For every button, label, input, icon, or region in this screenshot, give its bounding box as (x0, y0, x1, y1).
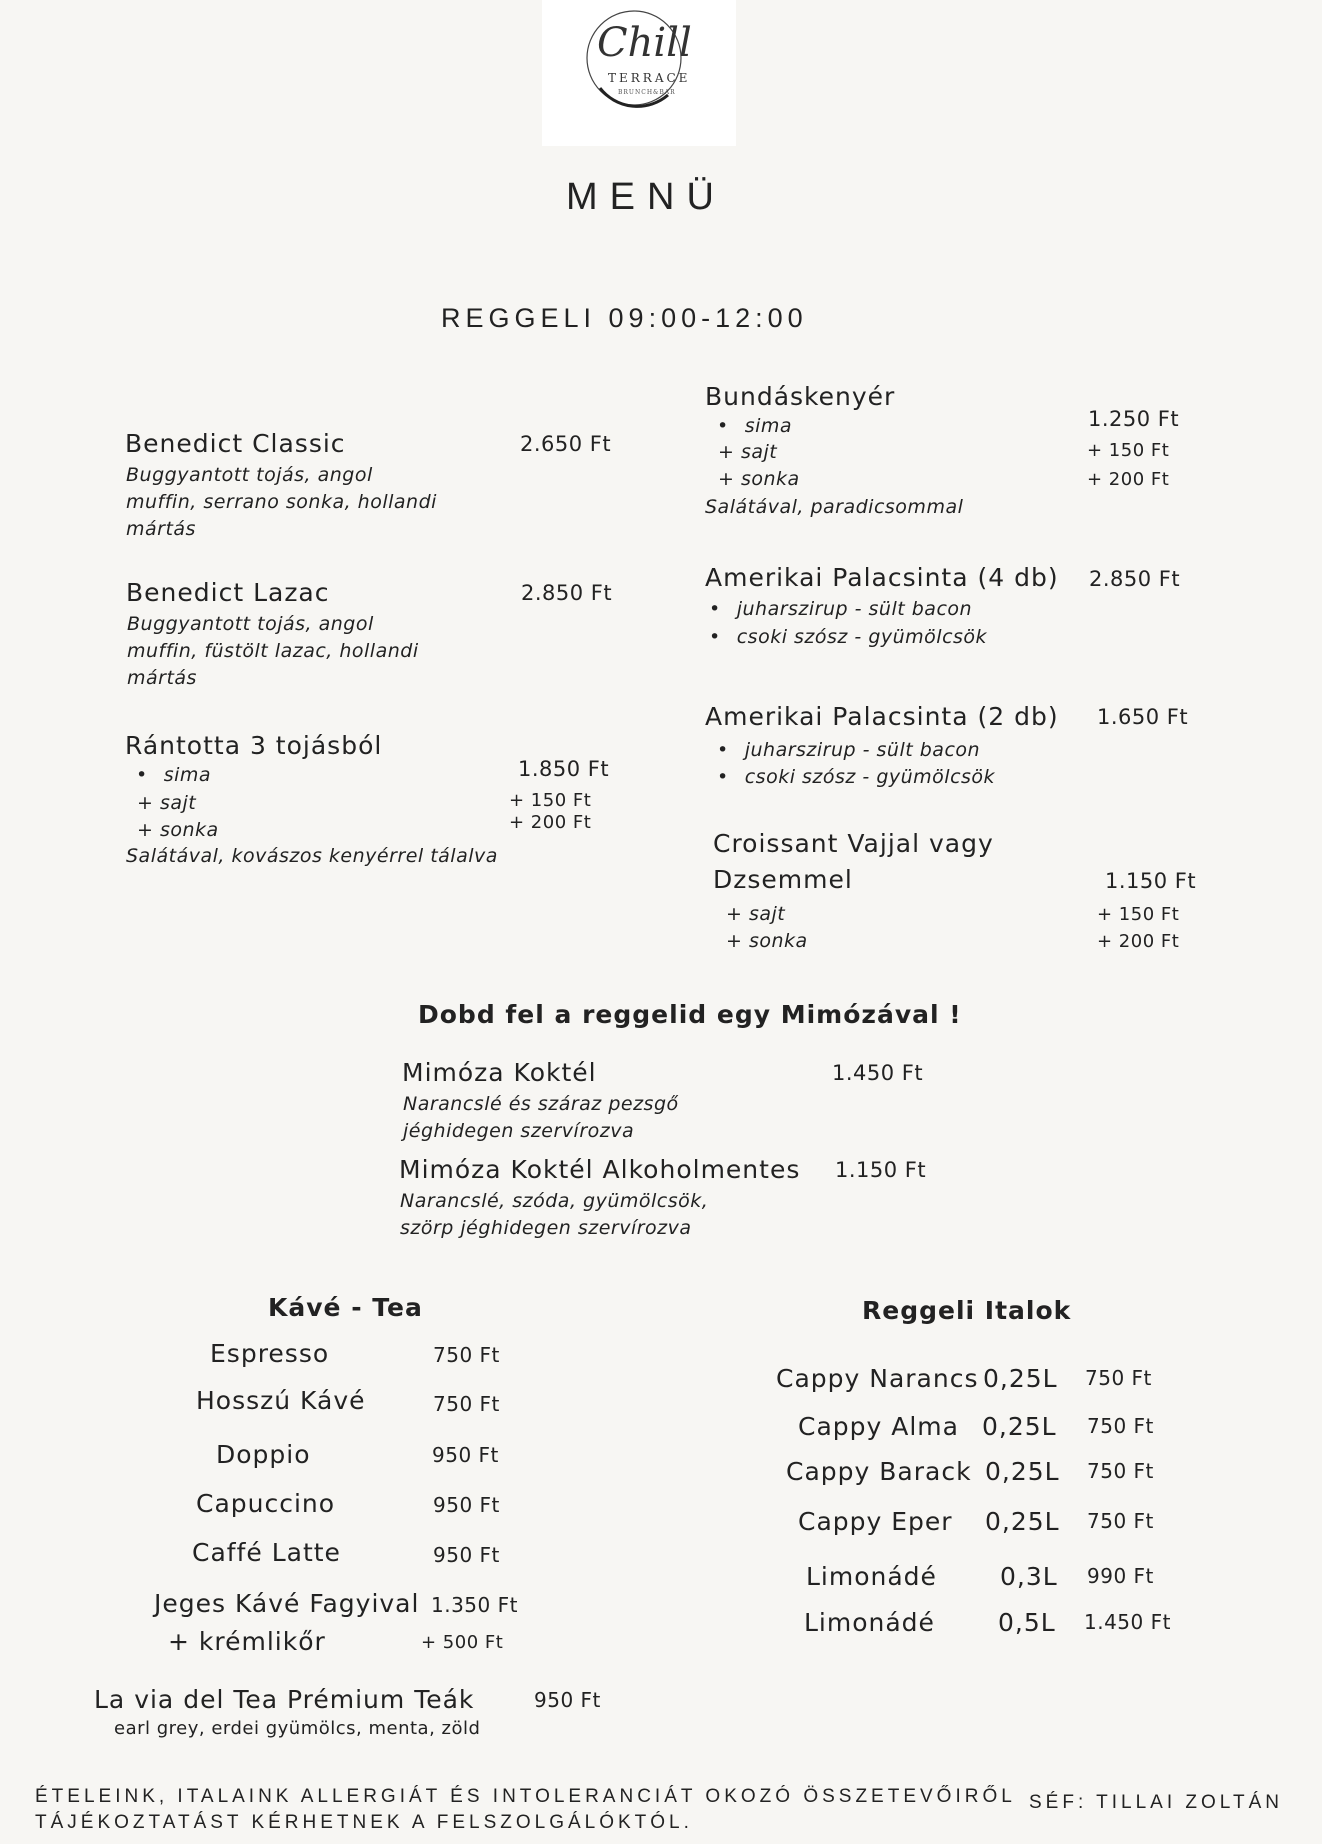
coffee-item-price: 950 Ft (433, 1493, 500, 1517)
coffee-item-name: Espresso (210, 1339, 330, 1368)
coffee-item-price: 1.350 Ft (431, 1593, 518, 1617)
bundaskenyer-opt1: • sima (717, 415, 792, 437)
drink-item-size: 0,3L (1000, 1562, 1058, 1591)
drink-item-name: Limonádé (804, 1608, 935, 1637)
bundaskenyer-price3: + 200 Ft (1087, 469, 1170, 490)
coffee-item-price: 950 Ft (432, 1443, 499, 1467)
drink-item-price: 750 Ft (1087, 1414, 1154, 1438)
drink-item-name: Cappy Eper (798, 1507, 953, 1536)
drink-item-size: 0,5L (998, 1608, 1056, 1637)
drink-item-size: 0,25L (985, 1507, 1060, 1536)
allergy-notice: ÉTELEINK, ITALAINK ALLERGIÁT ÉS INTOLERANCIÁT OKOZÓ ÖSSZETEVŐIRŐL TÁJÉKOZTATÁST KÉRHETNEK A FELSZOLGÁLÓKTÓL. (35, 1786, 1016, 1833)
benedict-classic-desc: Buggyantott tojás, angol muffin, serrano sonka, hollandi mártás (126, 464, 437, 540)
mimosa-nonalc-desc: Narancslé, szóda, gyümölcsök, szörp jéghidegen szervírozva (400, 1190, 709, 1239)
croissant-price3: + 200 Ft (1097, 931, 1180, 952)
drink-item-name: Cappy Alma (798, 1412, 959, 1441)
rantotta-price3: + 200 Ft (509, 812, 592, 833)
benedict-lazac-name: Benedict Lazac (126, 578, 330, 607)
croissant-opt1: + sajt (726, 903, 786, 925)
logo-emblem (542, 0, 736, 146)
palacsinta2-opt1: • juharszirup - sült bacon (717, 739, 980, 761)
mimosa-cocktail-name: Mimóza Koktél (402, 1058, 597, 1087)
croissant-price2: + 150 Ft (1097, 904, 1180, 925)
croissant-name2: Dzsemmel (713, 865, 853, 894)
logo-line2: BRUNCH&BAR (618, 89, 676, 96)
logo-line1: TERRACE (608, 71, 691, 85)
palacsinta2-name: Amerikai Palacsinta (2 db) (705, 702, 1059, 731)
drinks-heading: Reggeli Italok (862, 1296, 1072, 1325)
rantotta-name: Rántotta 3 tojásból (125, 731, 383, 760)
benedict-lazac-desc: Buggyantott tojás, angol muffin, füstölt lazac, hollandi mártás (127, 613, 419, 689)
drink-item-price: 750 Ft (1087, 1509, 1154, 1533)
logo (542, 0, 736, 146)
rantotta-opt3: + sonka (137, 819, 219, 841)
bundaskenyer-opt3: + sonka (718, 468, 800, 490)
chef-name: SÉF: TILLAI ZOLTÁN (1029, 1792, 1283, 1813)
rantotta-note: Salátával, kovászos kenyérrel tálalva (126, 845, 498, 867)
benedict-classic-name: Benedict Classic (125, 429, 346, 458)
palacsinta2-price: 1.650 Ft (1097, 705, 1189, 729)
mimosa-nonalc-name: Mimóza Koktél Alkoholmentes (399, 1155, 801, 1184)
drink-item-size: 0,25L (985, 1457, 1060, 1486)
coffee-item-price: + 500 Ft (421, 1632, 504, 1653)
coffee-item-price: 950 Ft (433, 1543, 500, 1567)
drink-item-name: Limonádé (806, 1562, 937, 1591)
drink-item-size: 0,25L (982, 1412, 1057, 1441)
rantotta-price1: 1.850 Ft (518, 757, 610, 781)
palacsinta4-opt1: • juharszirup - sült bacon (709, 598, 972, 620)
benedict-lazac-price: 2.850 Ft (521, 581, 613, 605)
drink-item-size: 0,25L (983, 1364, 1058, 1393)
coffee-item-name: Hosszú Kávé (196, 1386, 366, 1415)
coffee-item-name: + krémlikőr (168, 1627, 326, 1656)
mimosa-cocktail-desc: Narancslé és száraz pezsgő jéghidegen szervírozva (403, 1093, 679, 1142)
bundaskenyer-price2: + 150 Ft (1087, 440, 1170, 461)
breakfast-header: REGGELI 09:00-12:00 (441, 303, 808, 333)
coffee-item-price: 750 Ft (433, 1343, 500, 1367)
coffee-item-name: Capuccino (196, 1489, 336, 1518)
page-title: MENÜ (566, 176, 726, 218)
drink-item-price: 1.450 Ft (1084, 1610, 1171, 1634)
palacsinta4-price: 2.850 Ft (1089, 567, 1181, 591)
croissant-opt2: + sonka (726, 930, 808, 952)
tea-name: La via del Tea Prémium Teák (94, 1685, 475, 1714)
croissant-price: 1.150 Ft (1105, 869, 1197, 893)
drink-item-price: 750 Ft (1087, 1459, 1154, 1483)
tea-flavors: earl grey, erdei gyümölcs, menta, zöld (114, 1718, 481, 1739)
palacsinta2-opt2: • csoki szósz - gyümölcsök (717, 766, 995, 788)
benedict-classic-price: 2.650 Ft (520, 432, 612, 456)
bundaskenyer-opt2: + sajt (718, 441, 778, 463)
bundaskenyer-price1: 1.250 Ft (1088, 407, 1180, 431)
logo-script: Chill (597, 20, 692, 66)
drink-item-price: 750 Ft (1085, 1366, 1152, 1390)
rantotta-opt1: • sima (136, 764, 211, 786)
palacsinta4-opt2: • csoki szósz - gyümölcsök (709, 626, 987, 648)
coffee-item-name: Caffé Latte (192, 1538, 341, 1567)
drink-item-name: Cappy Barack (786, 1457, 972, 1486)
bundaskenyer-name: Bundáskenyér (705, 382, 896, 411)
rantotta-opt2: + sajt (137, 792, 197, 814)
coffee-heading: Kávé - Tea (268, 1293, 423, 1322)
coffee-item-name: Jeges Kávé Fagyival (154, 1589, 420, 1618)
mimosa-heading: Dobd fel a reggelid egy Mimózával ! (418, 1000, 962, 1029)
tea-price: 950 Ft (534, 1688, 601, 1712)
mimosa-nonalc-price: 1.150 Ft (835, 1158, 927, 1182)
drink-item-price: 990 Ft (1087, 1564, 1154, 1588)
bundaskenyer-note: Salátával, paradicsommal (705, 496, 964, 518)
croissant-name1: Croissant Vajjal vagy (713, 829, 994, 858)
palacsinta4-name: Amerikai Palacsinta (4 db) (705, 563, 1059, 592)
coffee-item-name: Doppio (216, 1440, 311, 1469)
mimosa-cocktail-price: 1.450 Ft (832, 1061, 924, 1085)
coffee-item-price: 750 Ft (433, 1392, 500, 1416)
rantotta-price2: + 150 Ft (509, 790, 592, 811)
drink-item-name: Cappy Narancs (776, 1364, 979, 1393)
